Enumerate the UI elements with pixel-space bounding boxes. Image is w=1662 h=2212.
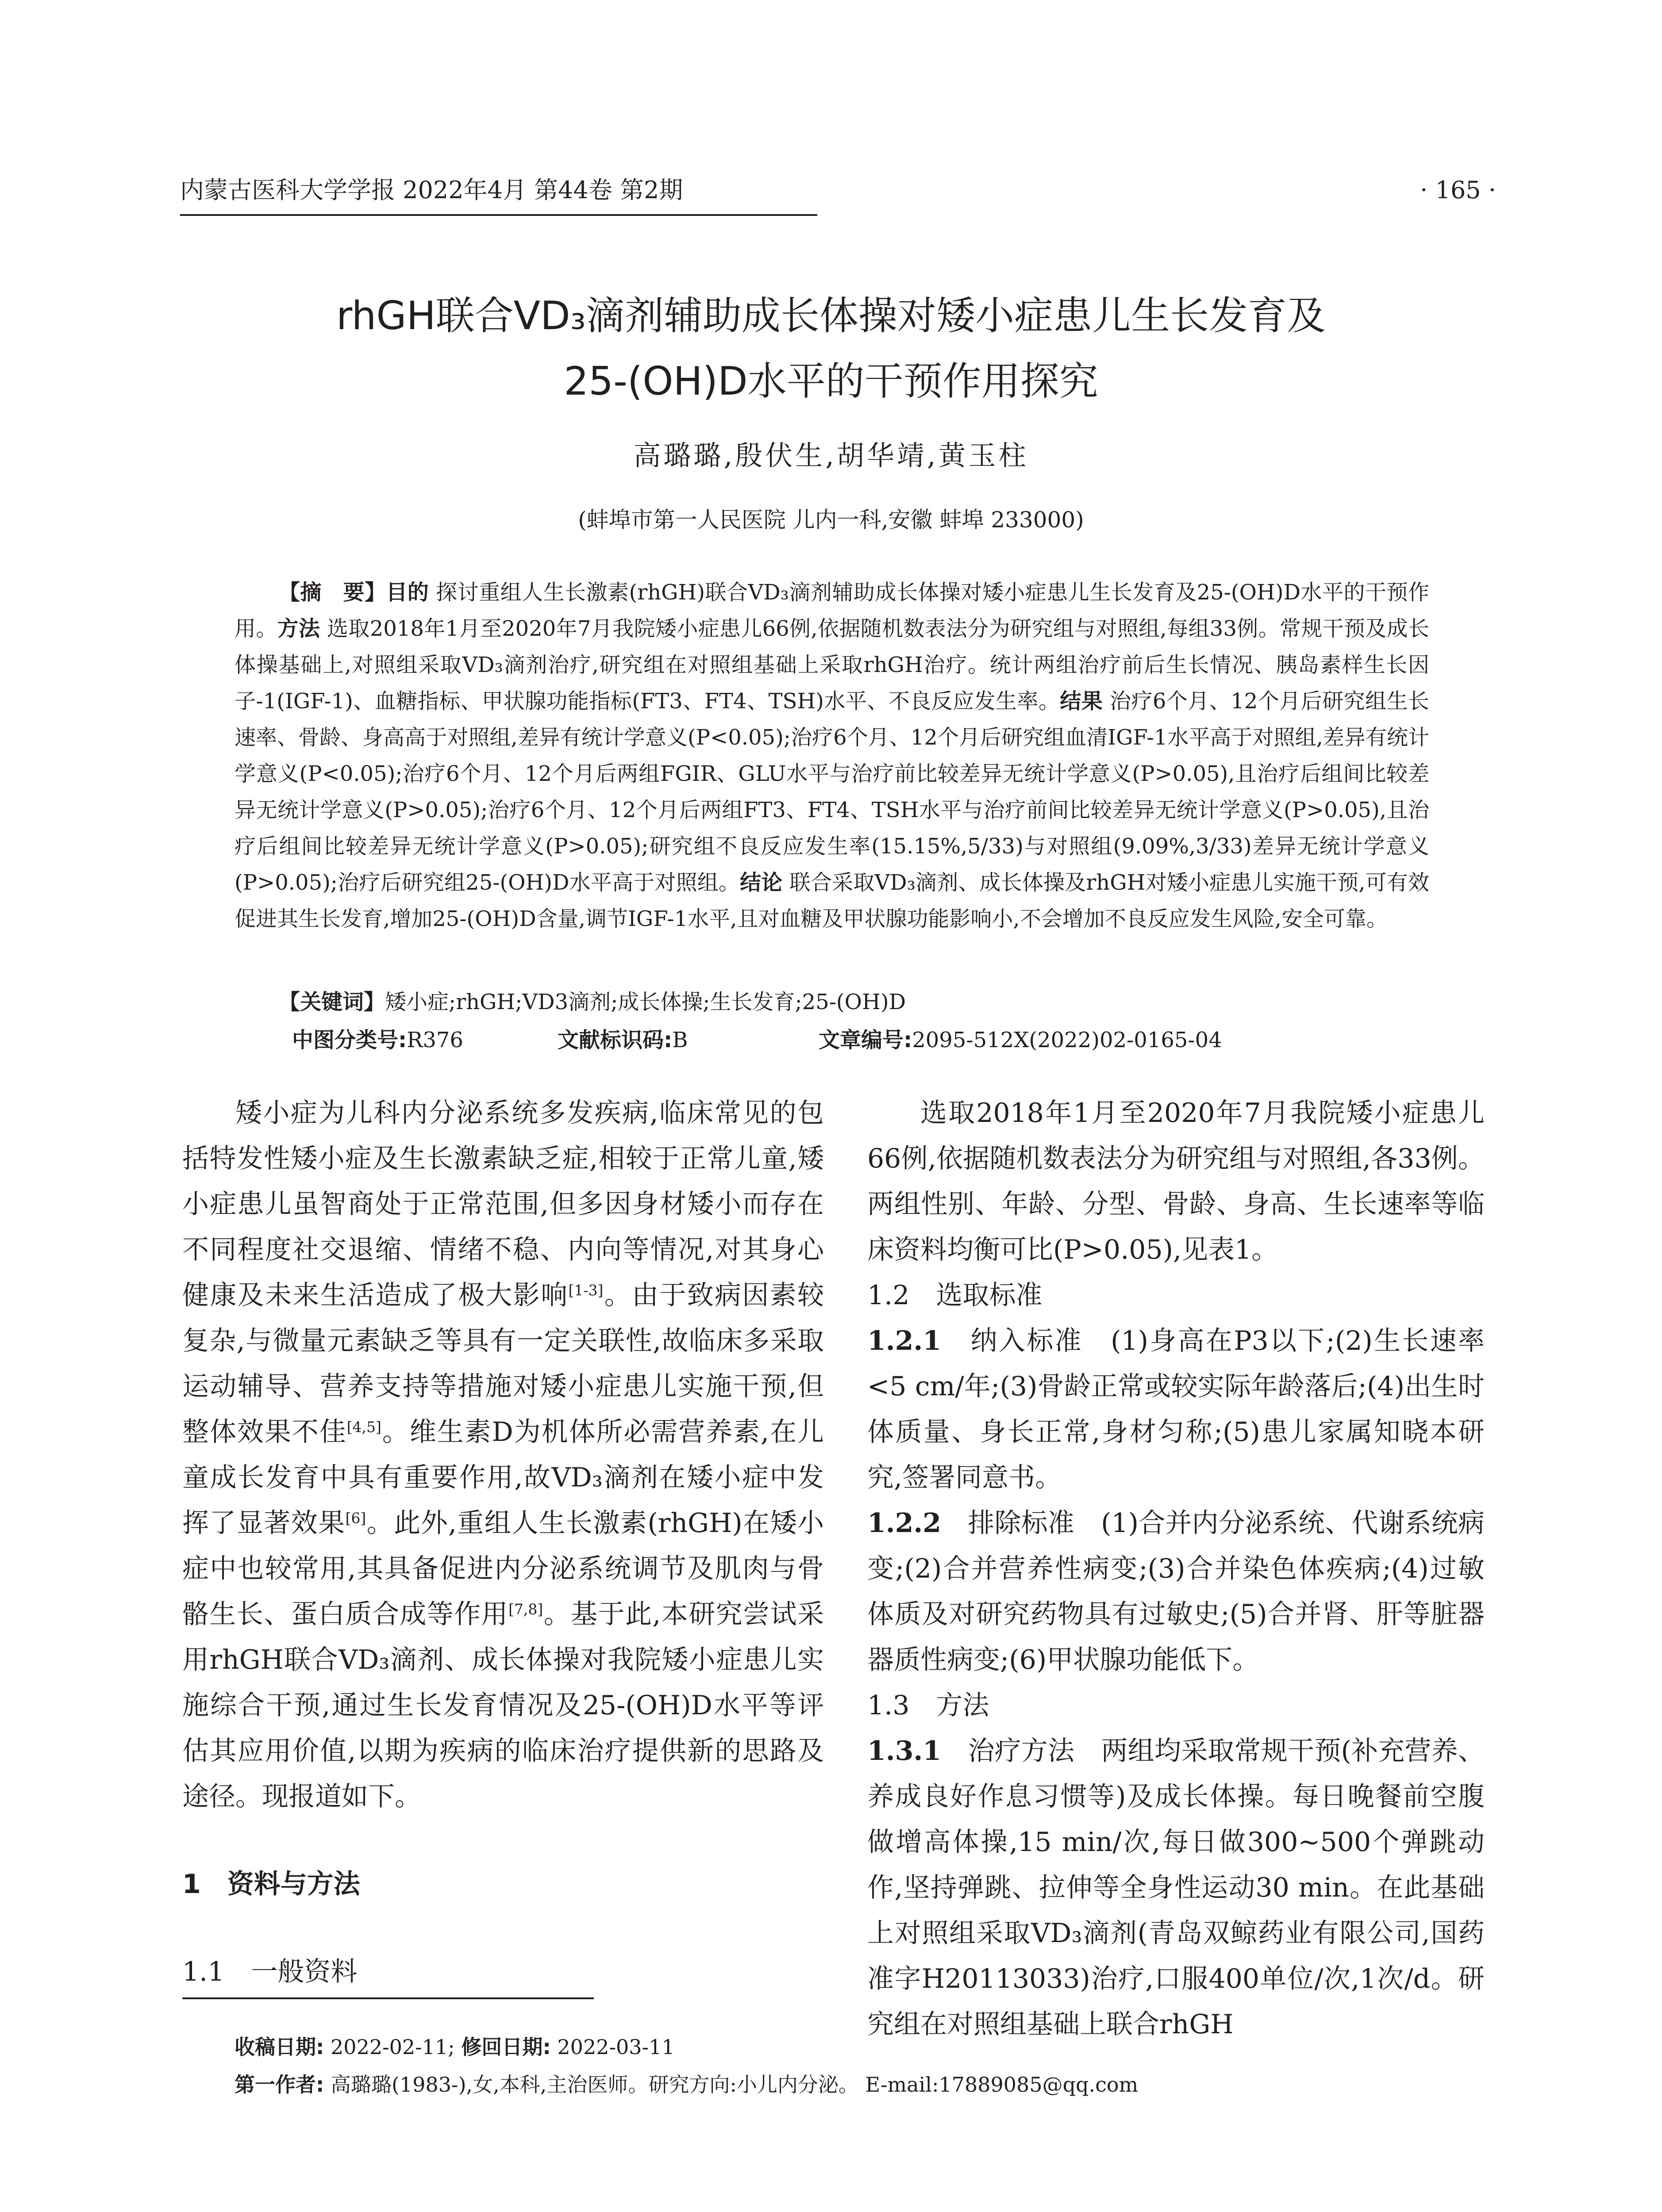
footnote-rule [182, 1997, 594, 1999]
keywords-text: 矮小症;rhGH;VD3滴剂;成长体操;生长发育;25-(OH)D [385, 990, 906, 1014]
citation-ref: [7,8] [508, 1601, 543, 1618]
exclusion-criteria [867, 1501, 1485, 1683]
clc-label: 中图分类号: [292, 1028, 407, 1052]
citation-ref: [1-3] [568, 1282, 604, 1299]
header-rule [180, 214, 817, 216]
intro-text-e: 。基于此,本研究尝试采用rhGH联合VD₃滴剂、成长体操对我院矮小症患儿实施综合干预,通过生长发育情况及25-(OH)D水平等评估其应用价值,以期为疾病的临床治疗提供新的思路及途径。现报道如下。 [182, 1599, 824, 1812]
received-label: 收稿日期: [235, 2035, 324, 2059]
treatment-methods [867, 1728, 1485, 2047]
title-line-1: rhGH联合VD₃滴剂辅助成长体操对矮小症患儿生长发育及 [336, 293, 1326, 338]
conclusion-label: 结论 [740, 870, 783, 895]
citation-ref: [6] [345, 1509, 366, 1527]
first-author-label: 第一作者: [235, 2073, 324, 2097]
objective-label: 目的 [386, 580, 429, 605]
intro-text-b: 。由于致病因素较复杂,与微量元素缺乏等具有一定关联性,故临床多采取运动辅导、营养支持等措施对矮小症患儿实施干预,但整体效果不佳 [182, 1280, 824, 1448]
conclusion-text: 联合采取VD₃滴剂、成长体操及rhGH对矮小症患儿实施干预,可有效促进其生长发育,增加25-(OH)D含量,调节IGF-1水平,且对血糖及甲状腺功能影响小,不会增加不良反应发生风险,安全可靠。 [235, 870, 1429, 931]
doc-value: B [672, 1028, 688, 1052]
keywords [279, 984, 1429, 1020]
abstract [235, 574, 1429, 937]
methods-text: 选取2018年1月至2020年7月我院矮小症患儿66例,依据随机数表法分为研究组与对照组,每组33例。常规干预及成长体操基础上,对照组采取VD₃滴剂治疗,研究组在对照组基础上采取rhGH治疗。统计两组治疗前后生长情况、胰岛素样生长因子-1(IGF-1)、血糖指标、甲状腺功能指标(FT3、FT4、TSH)水平、不良反应发生率。 [235, 616, 1429, 714]
methods-label: 方法 [277, 616, 320, 641]
general-data-paragraph: 选取2018年1月至2020年7月我院矮小症患儿66例,依据随机数表法分为研究组与对照组,各33例。两组性别、年龄、分型、骨龄、身高、生长速率等临床资料均衡可比(P>0.05),见表1。 [867, 1098, 1485, 1265]
revised-label: 修回日期: [461, 2035, 551, 2059]
first-author-info: 高璐璐(1983-),女,本科,主治医师。研究方向:小儿内分泌。 E-mail:17889085@qq.com [331, 2073, 1139, 2097]
section-heading-1-2: 1.2 选取标准 [867, 1280, 1043, 1311]
section-heading-1-3: 1.3 方法 [867, 1690, 989, 1721]
body-column-left [182, 1091, 824, 1995]
article-label: 文章编号: [819, 1028, 912, 1052]
subsection-number: 1.2.2 [867, 1508, 942, 1539]
journal-info: 内蒙古医科大学学报 2022年4月 第44卷 第2期 [180, 176, 683, 204]
title-line-2: 25-(OH)D水平的干预作用探究 [564, 358, 1098, 404]
results-text: 治疗6个月、12个月后研究组生长速率、骨龄、身高高于对照组,差异有统计学意义(P<0.05);治疗6个月、12个月后研究组血清IGF-1水平高于对照组,差异有统计学意义(P<0.05);治疗6个月、12个月后两组FGIR、GLU水平与治疗前比较差异无统计学意义(P>0.05),且治疗后组间比较差异无统计学意义(P>0.05);治疗6个月、12个月后两组FT3、FT4、TSH水平与治疗前间比较差异无统计学意义(P>0.05),且治疗后组间比较差异无统计学意义(P>0.05);研究组不良反应发生率(15.15%,5/33)与对照组(9.09%,3/33)差异无统计学意义(P>0.05);治疗后研究组25-(OH)D水平高于对照组。 [235, 689, 1429, 895]
affiliation: (蚌埠市第一人民医院 儿内一科,安徽 蚌埠 233000) [578, 507, 1084, 533]
subsection-number: 1.3.1 [867, 1736, 942, 1767]
received-date: 2022-02-11; [331, 2035, 455, 2059]
exclusion-text: 排除标准 (1)合并内分泌系统、代谢系统病变;(2)合并营养性病变;(3)合并染色体疾病;(4)过敏体质及对研究药物具有过敏史;(5)合并肾、肝等脏器器质性病变;(6)甲状腺功能低下。 [867, 1508, 1485, 1675]
abstract-label: 【摘 要】 [279, 580, 386, 605]
intro-text-d: 。此外,重组人生长激素(rhGH)在矮小症中也较常用,其具备促进内分泌系统调节及肌肉与骨骼生长、蛋白质合成等作用 [182, 1508, 824, 1630]
abstract-paragraph [235, 574, 1429, 937]
first-author-note [235, 2066, 1429, 2104]
treatment-text: 治疗方法 两组均采取常规干预(补充营养、养成良好作息习惯等)及成长体操。每日晚餐前空腹做增高体操,15 min/次,每日做300~500个弹跳动作,坚持弹跳、拉伸等全身性运动30 min。在此基础上对照组采取VD₃滴剂(青岛双鲸药业有限公司,国药准字H20113033)治疗,口服400单位/次,1次/d。研究组在对照组基础上联合rhGH [867, 1736, 1485, 2040]
doc-label: 文献标识码: [558, 1028, 673, 1052]
intro-text-c: 。维生素D为机体所必需营养素,在儿童成长发育中具有重要作用,故VD₃滴剂在矮小症中发挥了显著效果 [182, 1417, 824, 1539]
article-value: 2095-512X(2022)02-0165-04 [912, 1028, 1222, 1052]
body-column-right [867, 1091, 1485, 2047]
document-code [558, 1022, 688, 1058]
citation-ref: [4,5] [346, 1418, 381, 1436]
clc-number [292, 1022, 463, 1058]
intro-text-a: 矮小症为儿科内分泌系统多发疾病,临床常见的包括特发性矮小症及生长激素缺乏症,相较于正常儿童,矮小症患儿虽智商处于正常范围,但多因身材矮小而存在不同程度社交退缩、情绪不稳、内向等情况,对其身心健康及未来生活造成了极大影响 [182, 1098, 824, 1311]
author-list: 高璐璐,殷伏生,胡华靖,黄玉柱 [633, 439, 1029, 472]
keywords-label: 【关键词】 [279, 990, 385, 1014]
clc-value: R376 [407, 1028, 463, 1052]
inclusion-text: 纳入标准 (1)身高在P3以下;(2)生长速率<5 cm/年;(3)骨龄正常或较实际年龄落后;(4)出生时体质量、身长正常,身材匀称;(5)患儿家属知晓本研究,签署同意书。 [867, 1325, 1485, 1493]
page-number: · 165 · [1420, 176, 1496, 204]
results-label: 结果 [1060, 689, 1103, 714]
section-heading-1: 1 资料与方法 [182, 1869, 360, 1900]
footnotes [235, 2028, 1429, 2104]
inclusion-criteria [867, 1318, 1485, 1501]
objective-text: 探讨重组人生长激素(rhGH)联合VD₃滴剂辅助成长体操对矮小症患儿生长发育及25-(OH)D水平的干预作用。 [235, 580, 1429, 641]
intro-paragraph [182, 1091, 824, 1820]
revised-date: 2022-03-11 [557, 2035, 675, 2059]
subsection-number: 1.2.1 [867, 1325, 942, 1356]
article-number [819, 1022, 1222, 1058]
received-dates [235, 2028, 1429, 2066]
article-title [150, 283, 1512, 414]
section-heading-1-1: 1.1 一般资料 [182, 1956, 358, 1987]
